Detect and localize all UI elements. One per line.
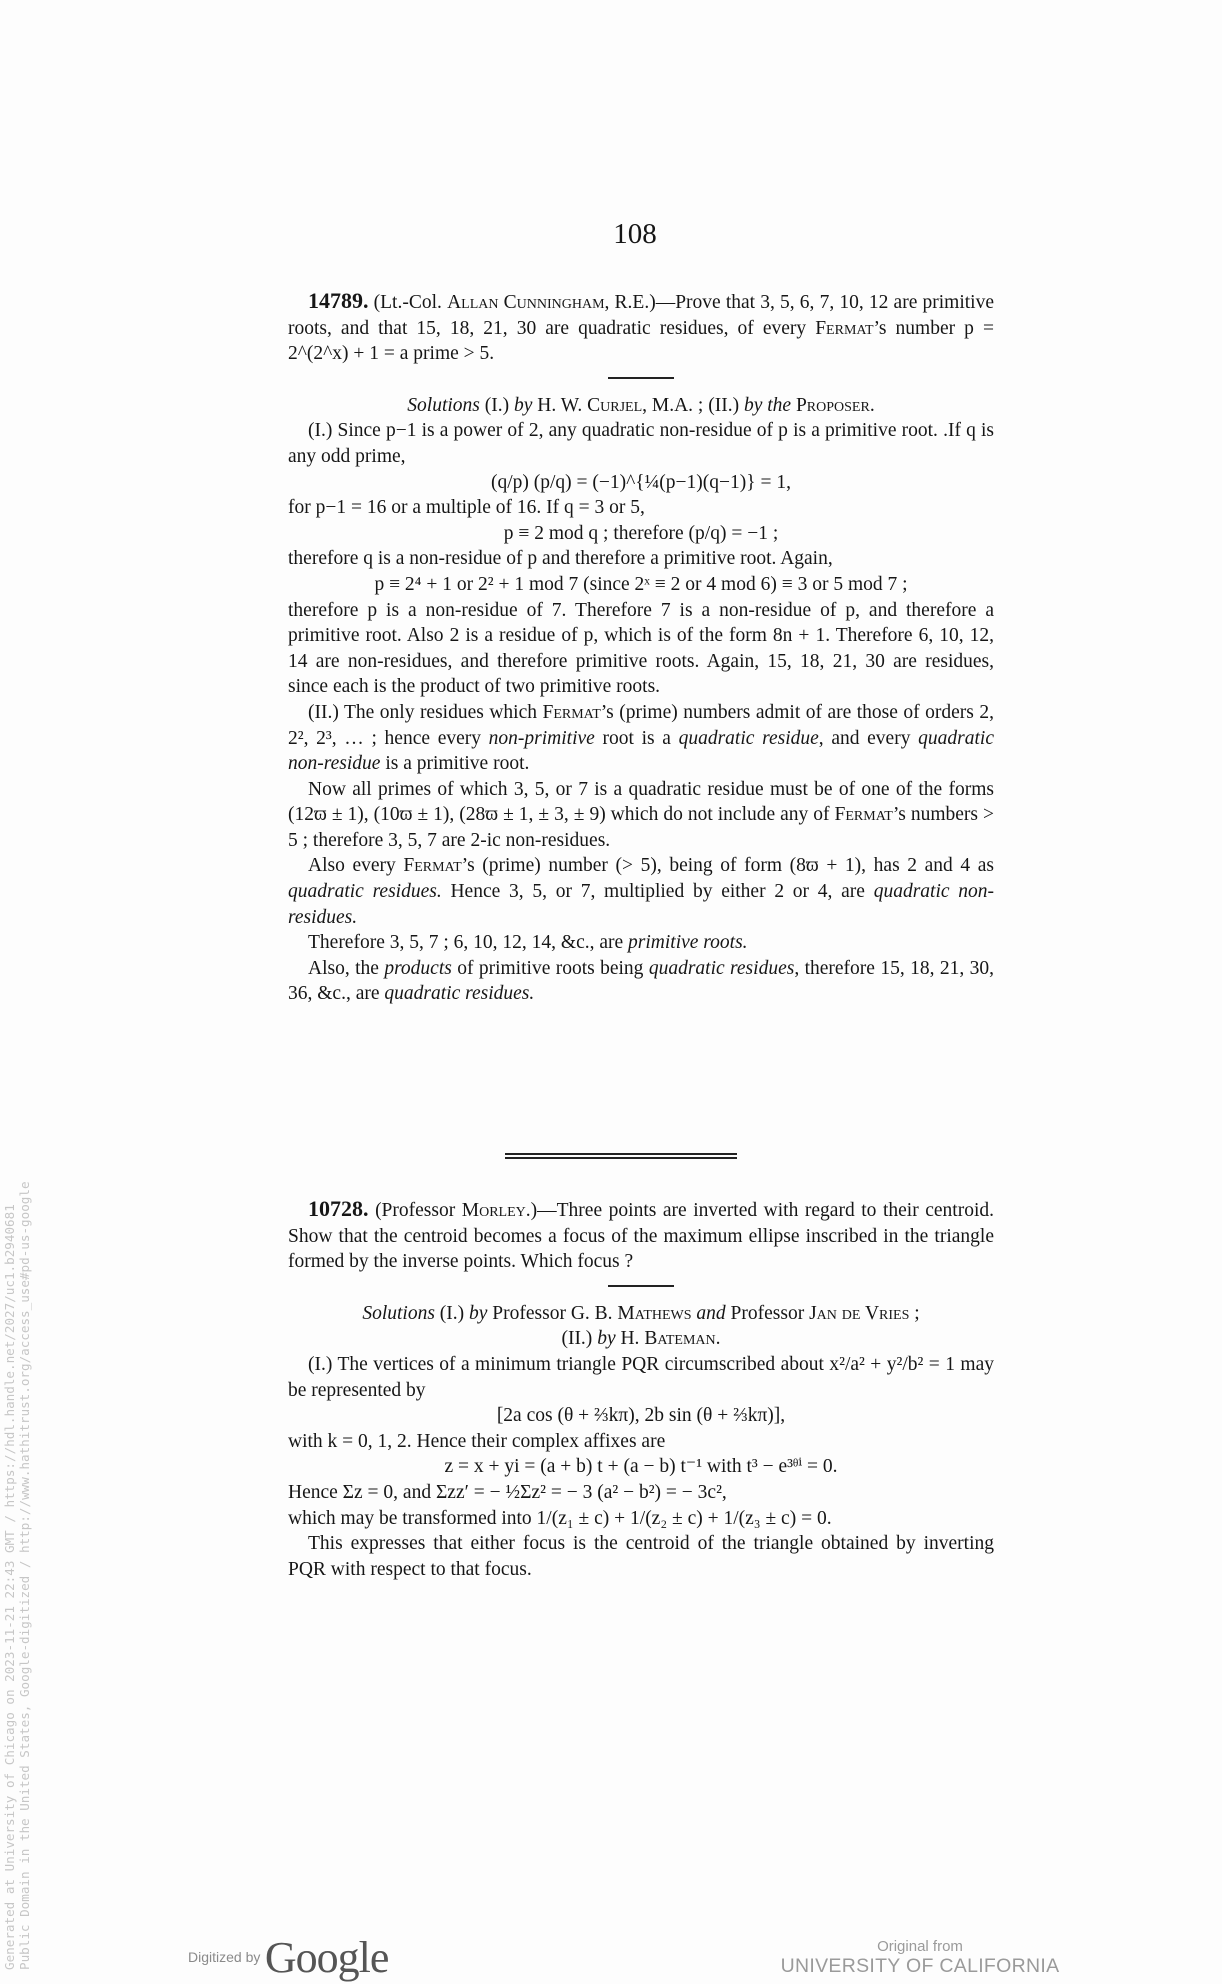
proposer-name: Allan Cunningham — [447, 292, 605, 313]
problem-statement: 10728. (Professor Morley.)—Three points are inverted with regard to their centroid. Show that the centroid becomes a focus of the maximum ellipse inscribed in the triangle formed by the inverse points. Which focus ? — [288, 1196, 995, 1273]
equation: [2a cos (θ + ⅔kπ), 2b sin (θ + ⅔kπ)], — [496, 1405, 786, 1427]
problem-statement: 14789. (Lt.-Col. Allan Cunningham, R.E.)—Prove that 3, 5, 6, 7, 10, 12 are primitive roots, and that 15, 18, 21, 30 are quadratic residues, of every Fermat’s number p = 2^(2^x) + 1 = a prime > 5. — [288, 288, 995, 365]
equation: p ≡ 2 mod q ; therefore (p/q) = −1 ; — [503, 522, 779, 544]
google-logo: Google — [264, 1933, 389, 1982]
hathitrust-watermark: Generated at University of Chicago on 2023-11-21 22:43 GMT / https://hdl.handle.net/2027/uc1.b2940681 Public Domain in the United States, Google-digitized / http://www.hathitrust.org/access_use#pd-us-google — [2, 1181, 32, 1970]
digitized-by-google: Digitized by Google — [188, 1933, 389, 1982]
equation: (q/p) (p/q) = (−1)^{¼(p−1)(q−1)} = 1, — [490, 471, 791, 493]
solution-paragraph: Also, the products of primitive roots being quadratic residues, therefore 15, 18, 21, 30, 36, &c., are quadratic residues. — [288, 957, 994, 1005]
solution-paragraph: Also every Fermat’s (prime) number (> 5), being of form (8ϖ + 1), has 2 and 4 as quadratic residues. Hence 3, 5, or 7, multiplied by either 2 or 4, are quadratic non-residues. — [288, 855, 994, 928]
solution-paragraph: (I.) Since p−1 is a power of 2, any quadratic non-residue of p is a primitive root. .If q is any odd prime, — [288, 420, 994, 467]
original-source: Original from UNIVERSITY OF CALIFORNIA — [780, 1938, 1060, 1977]
solution-paragraph: (I.) The vertices of a minimum triangle PQR circumscribed about x²/a² + y²/b² = 1 may be represented by — [288, 1353, 994, 1401]
section-rule — [608, 377, 674, 379]
solution-paragraph: which may be transformed into 1/(z₁ ± c) + 1/(z₂ ± c) + 1/(z₃ ± c) = 0. — [288, 1507, 832, 1529]
solution-paragraph: for p−1 = 16 or a multiple of 16. If q = 3 or 5, — [288, 497, 645, 519]
solution-paragraph: therefore q is a non-residue of p and therefore a primitive root. Again, — [288, 548, 833, 570]
solution-paragraph: Therefore 3, 5, 7 ; 6, 10, 12, 14, &c., are primitive roots. — [308, 932, 748, 954]
equation: p ≡ 2⁴ + 1 or 2² + 1 mod 7 (since 2ˣ ≡ 2 or 4 mod 6) ≡ 3 or 5 mod 7 ; — [374, 573, 908, 595]
solution-paragraph: with k = 0, 1, 2. Hence their complex affixes are — [288, 1430, 666, 1452]
solution-paragraph: Now all primes of which 3, 5, or 7 is a quadratic residue must be of one of the forms (12ϖ ± 1), (10ϖ ± 1), (28ϖ ± 1, ± 3, ± 9) which do not include any of Fermat’s numbers > 5 ; therefore 3, 5, 7 are 2-ic non-residues. — [288, 778, 994, 851]
solution-paragraph: Hence Σz = 0, and Σzz′ = − ½Σz² = − 3 (a² − b²) = − 3c², — [288, 1481, 727, 1503]
problem-number: 14789. — [308, 288, 369, 313]
problem-10728 — [288, 1196, 994, 1582]
solutions-heading: Solutions (I.) by H. W. Curjel, M.A. ; (II.) by the Proposer. — [407, 394, 875, 416]
equation: z = x + yi = (a + b) t + (a − b) t⁻¹ with t³ − e³ᶿⁱ = 0. — [444, 1456, 838, 1478]
section-rule — [608, 1285, 674, 1287]
solution-paragraph: therefore p is a non-residue of 7. Therefore 7 is a non-residue of p, and therefore a primitive root. Also 2 is a residue of p, which is of the form 8n + 1. Therefore 6, 10, 12, 14 are non-residues, and therefore primitive roots. Again, 15, 18, 21, 30 are residues, since each is the product of two primitive roots. — [288, 599, 994, 698]
page-number: 108 — [613, 218, 657, 250]
solutions-heading: Solutions (I.) by Professor G. B. Mathews and Professor Jan de Vries ; (II.) by H. Bateman. — [362, 1302, 920, 1350]
solution-paragraph: (II.) The only residues which Fermat’s (prime) numbers admit of are those of orders 2, 2², 2³, … ; hence every non-primitive root is a quadratic residue, and every quadratic non-residue is a primitive root. — [288, 701, 994, 775]
proposer-name: Morley — [461, 1200, 526, 1221]
solution-paragraph: This expresses that either focus is the centroid of the triangle obtained by inverting PQR with respect to that focus. — [288, 1533, 994, 1580]
problem-14789 — [288, 288, 994, 1007]
problem-separator — [505, 1153, 737, 1159]
problem-number: 10728. — [308, 1196, 369, 1221]
